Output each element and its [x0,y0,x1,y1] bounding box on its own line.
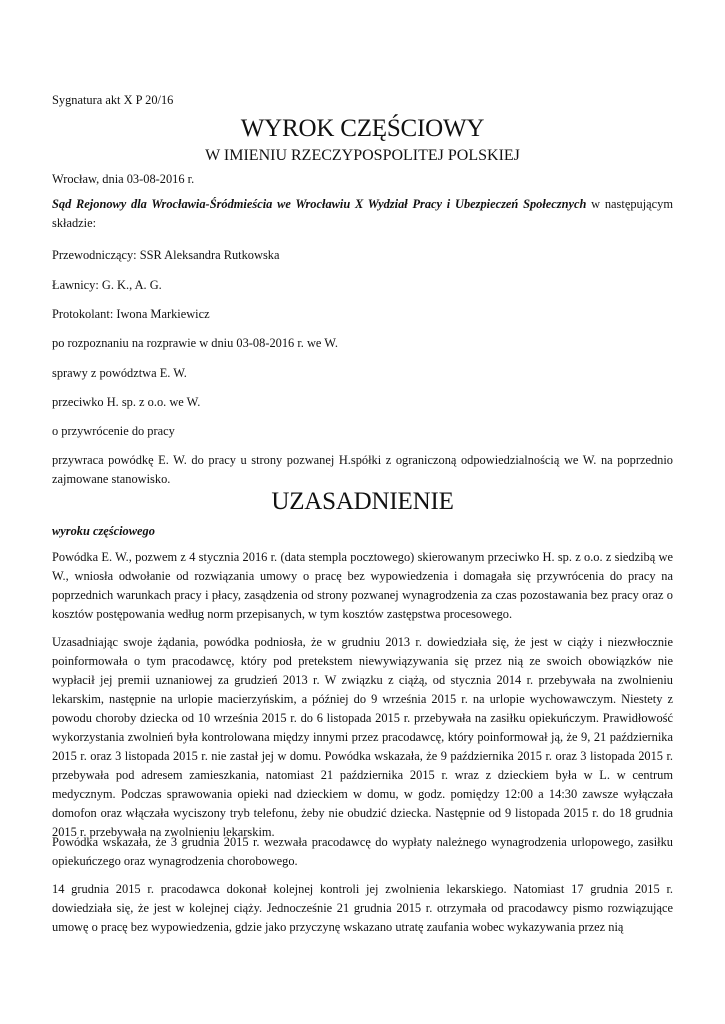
justification-paragraph: Powódka wskazała, że 3 grudnia 2015 r. wezwała pracodawcę do wypłaty należnego wynagrodzenia urlopowego, zasiłku opiekuńczego oraz wynagrodzenia chorobowego. [52,835,673,868]
ruling-text: przywraca powódkę E. W. do pracy u strony pozwanej H.spółki z ograniczoną odpowiedzialnością we W. na poprzednio zajmowane stanowisko. [52,453,673,486]
court-composition [52,195,673,233]
hearing-line: po rozpoznaniu na rozprawie w dniu 03-08-2016 r. we W. [52,336,338,350]
justification-paragraph: Uzasadniając swoje żądania, powódka podniosła, że w grudniu 2013 r. dowiedziała się, że jest w ciąży i niezwłocznie poinformowała o tym pracodawcę, który pod pretekstem niewywiązywania się przez nią ze swoich obowiązków nie wypłacił jej premii uznaniowej za grudzień 2013 r. W związku z ciążą, od stycznia 2014 r. przebywała na zwolnieniu lekarskim, następnie na urlopie macierzyńskim, a później do 9 września 2015 r. na urlopie wychowawczym. Niestety z powodu choroby dziecka od 10 września 2015 r. do 6 listopada 2015 r. przebywała na zasiłku opiekuńczym. Prawidłowość wykorzystania zwolnień była kontrolowana między innymi przez pracodawcę, który poinformował ją, że 9, 21 października 2015 r. oraz 3 listopada 2015 r. nie zastał jej w domu. Powódka wskazała, że 9 października 2015 r. oraz 3 listopada 2015 r. przebywała pod adresem zamieszkania, natomiast 21 października 2015 r. wraz z dzieckiem była w L. w centrum medycznym. Podczas sprawowania opieki nad dzieckiem w domu, w godz. pomiędzy 12:00 a 14:30 zawsze wyłączała domofon oraz włączała wyciszony tryb telefonu, żeby nie obudzić dziecka. Następnie od 9 listopada 2015 r. do 18 grudnia 2015 r. przebywała na zwolnieniu lekarskim. [52,635,673,839]
against-line: przeciwko H. sp. z o.o. we W. [52,395,201,409]
justification-paragraph: 14 grudnia 2015 r. pracodawca dokonał kolejnej kontroli jej zwolnienia lekarskiego. Natomiast 17 grudnia 2015 r. dowiedziała się, że jest w kolejnej ciąży. Jednocześnie 21 grudnia 2015 r. otrzymała od pracodawcy pismo rozwiązujące umowę o pracę bez wypowiedzenia, gdzie jako przyczynę wskazano utratę zaufania wobec wykazywania przez nią [52,882,673,934]
judgment-title: WYROK CZĘŚCIOWY [240,115,485,142]
lay-judges: Ławnicy: G. K., A. G. [52,278,162,292]
justification-title: UZASADNIENIE [271,488,454,515]
court-clerk: Protokolant: Iwona Markiewicz [52,307,210,321]
justification-paragraph: Powódka E. W., pozwem z 4 stycznia 2016 r. (data stempla pocztowego) skierowanym przeciwko H. sp. z o.o. z siedzibą we W., wniosła odwołanie od rozwiązania umowy o pracę bez wypowiedzenia i domagała się przywrócenia do pracy na poprzednich warunkach pracy i płacy, zasądzenia od strony pozwanej wynagrodzenia za czas pozostawania bez pracy oraz o kosztów postępowania według norm przepisanych, w tym kosztów zastępstwa procesowego. [52,550,673,621]
judgment-subtitle: W IMIENIU RZECZYPOSPOLITEJ POLSKIEJ [205,147,520,164]
place-and-date: Wrocław, dnia 03-08-2016 r. [52,172,195,186]
chair-judge: Przewodniczący: SSR Aleksandra Rutkowska [52,248,280,262]
court-name: Sąd Rejonowy dla Wrocławia-Śródmieścia we Wrocławiu X Wydział Pracy i Ubezpieczeń Społecznych [52,197,587,211]
composition-intro: w następującym składzie: [52,197,673,230]
case-signature: Sygnatura akt X P 20/16 [52,93,174,107]
case-line: sprawy z powództwa E. W. [52,366,187,380]
justification-subtitle: wyroku częściowego [52,524,155,538]
subject-line: o przywrócenie do pracy [52,424,175,438]
